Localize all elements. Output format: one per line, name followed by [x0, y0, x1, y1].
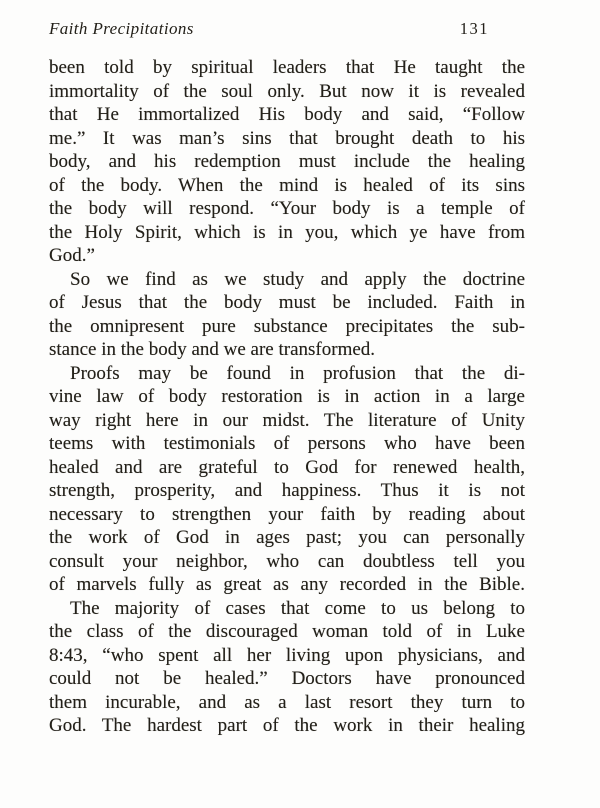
text-line: consult your neighbor, who can doubtless tell you	[49, 550, 525, 572]
text-line: 8:43, “who spent all her living upon physicians, and	[49, 644, 525, 666]
paragraph	[49, 56, 525, 268]
text-line: stance in the body and we are transformed.	[49, 339, 376, 360]
text-line: them incurable, and as a last resort they turn to	[49, 691, 525, 713]
text-line: teems with testimonials of persons who have been	[49, 433, 525, 454]
text-line: that He immortalized His body and said, “Follow	[49, 104, 525, 125]
body-text	[49, 56, 525, 738]
text-line: me.” It was man’s sins that brought death to his	[49, 127, 525, 149]
paragraph	[49, 268, 525, 362]
text-line: the work of God in ages past; you can personally	[49, 527, 525, 548]
text-line: strength, prosperity, and happiness. Thus it is not	[49, 480, 525, 501]
text-line: the class of the discouraged woman told of in Luke	[49, 621, 525, 642]
text-line: necessary to strengthen your faith by reading about	[49, 503, 525, 525]
text-line: of the body. When the mind is healed of its sins	[49, 174, 525, 196]
paragraph	[49, 597, 525, 738]
text-line: immortality of the soul only. But now it is revealed	[49, 80, 525, 102]
text-line: way right here in our midst. The literature of Unity	[49, 409, 525, 431]
text-line: the Holy Spirit, which is in you, which ye have from	[49, 221, 525, 243]
text-line: So we find as we study and apply the doctrine	[70, 268, 525, 290]
text-line: The majority of cases that come to us belong to	[70, 597, 525, 619]
paragraph	[49, 362, 525, 597]
text-line: God. The hardest part of the work in their healing	[49, 715, 525, 736]
page-number: 131	[459, 19, 489, 38]
text-line: the body will respond. “Your body is a temple of	[49, 198, 525, 219]
text-line: God.”	[49, 245, 95, 266]
text-line: body, and his redemption must include the healing	[49, 151, 525, 172]
text-line: vine law of body restoration is in action in a large	[49, 386, 525, 407]
running-head-title: Faith Precipitations	[49, 19, 194, 38]
text-line: Proofs may be found in profusion that the di-	[70, 362, 525, 384]
text-line: of Jesus that the body must be included. Faith in	[49, 292, 525, 313]
text-line: of marvels fully as great as any recorded in the Bible.	[49, 574, 525, 595]
text-line: could not be healed.” Doctors have pronounced	[49, 668, 525, 689]
text-line: healed and are grateful to God for renewed health,	[49, 456, 525, 478]
running-head	[49, 18, 525, 42]
text-line: the omnipresent pure substance precipitates the sub-	[49, 315, 525, 337]
text-line: been told by spiritual leaders that He taught the	[49, 57, 525, 78]
